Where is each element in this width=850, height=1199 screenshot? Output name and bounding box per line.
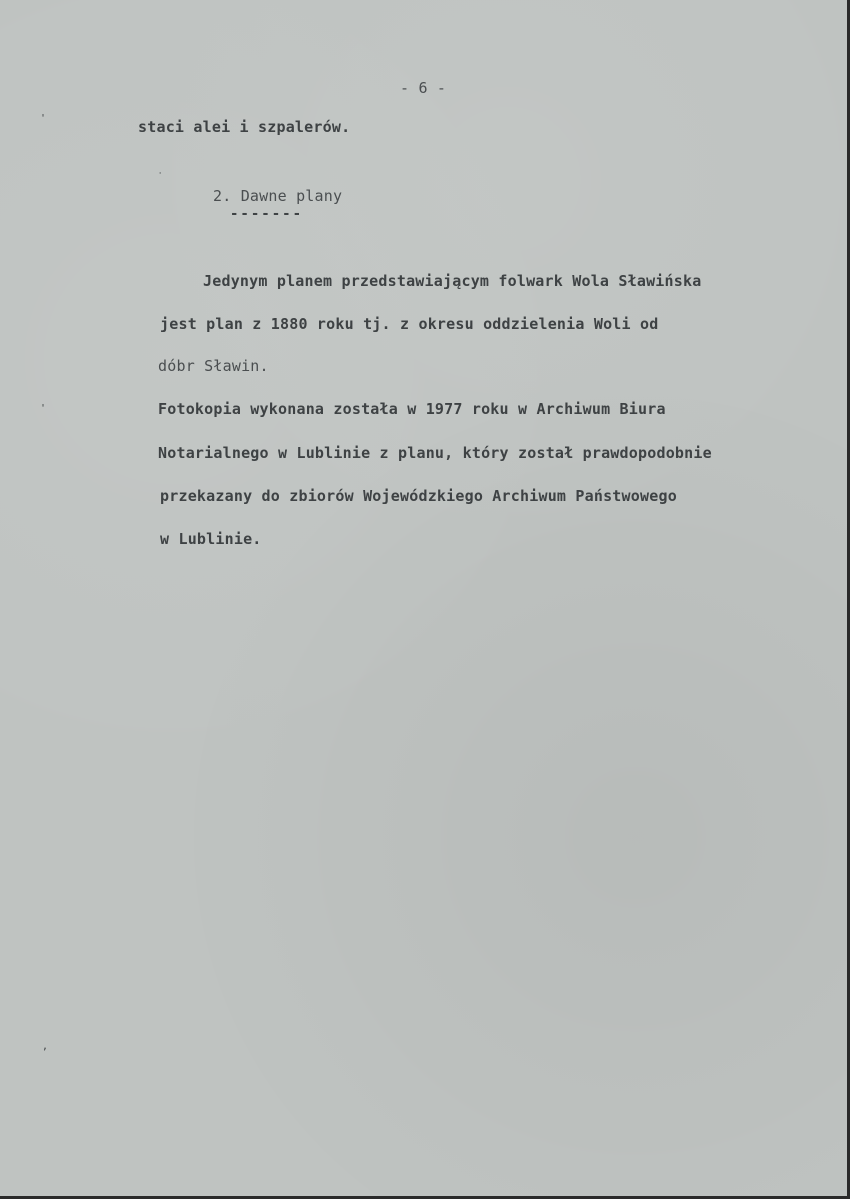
paragraph-line-6: przekazany do zbiorów Wojewódzkiego Archiwum Państwowego [160,487,677,505]
section-heading: 2. Dawne plany [213,187,343,205]
paragraph-line-1: Jedynym planem przedstawiającym folwark Wola Sławińska [203,272,702,290]
margin-mark: , [42,1041,49,1052]
margin-mark: ' [40,403,47,414]
paragraph-line-7: w Lublinie. [160,530,262,548]
paragraph-line-2: jest plan z 1880 roku tj. z okresu oddzielenia Woli od [160,315,659,333]
margin-mark: ' [40,113,47,124]
paragraph-line-5: Notarialnego w Lublinie z planu, który został prawdopodobnie [158,444,712,462]
paragraph-line-3: dóbr Sławin. [158,357,269,375]
paragraph-line-4: Fotokopia wykonana została w 1977 roku w Archiwum Biura [158,400,666,418]
heading-underline: ------- [230,206,304,222]
page-number: - 6 - [400,79,447,97]
margin-mark: ' [158,171,163,179]
continuation-line: staci alei i szpalerów. [138,118,351,136]
